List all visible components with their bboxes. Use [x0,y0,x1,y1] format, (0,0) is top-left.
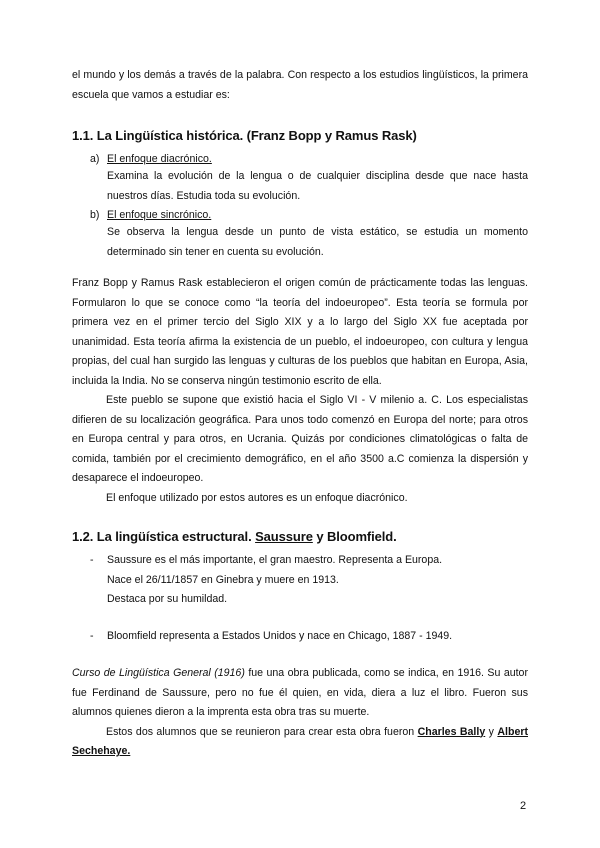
name-charles-bally: Charles Bally [417,725,486,738]
intro-text: el mundo y los demás a través de la palabra. Con respecto a los estudios lingüísticos, la primera escuela que vamos a estudiar es: [72,69,528,101]
paragraph-students-text: Estos dos alumnos que se reunieron para crear esta obra fueron [106,725,418,738]
heading-saussure: Saussure [255,529,313,544]
list-item-title: El enfoque sincrónico. [107,209,212,221]
paragraph-curso [72,664,528,723]
paragraph-origin: Franz Bopp y Ramus Rask establecieron el origen común de prácticamente todas las lenguas. Formularon lo que se conoce como “la teoría del indoeuropeo”. Esta teoría se formula por primera vez en el primer tercio del Siglo XIX y a lo largo del Siglo XX fue aceptada por unanimidad. Esta teoría afirma la existencia de un pueblo, el indoeuropeo, con cultura y lengua propias, del cual han surgido las lenguas y culturas de los pueblos que habitan en Europa, Asia, incluida la India. No se conserva ningún testimonio escrito de ella. [72,277,528,387]
intro-paragraph [72,66,528,105]
list-marker: b) [90,209,100,221]
paragraph-curso-text: fue una obra publicada, como se indica, en 1916. Su autor fue Ferdinand de Saussure, pero no fue él quien, en vida, diera a luz el libro. Fueron sus alumnos quienes dieron a la imprenta esta obra tras su muerte. [72,667,528,718]
section-1-body [72,274,528,508]
list-item-body: Examina la evolución de la lengua o de cualquier disciplina desde que nace hasta nuestros días. Estudia toda su evolución. [107,170,528,202]
heading-suffix: y Bloomfield. [312,529,397,544]
list-item-saussure [72,551,528,611]
list-item-diachronic [72,150,528,205]
paragraph-approach: El enfoque utilizado por estos autores es un enfoque diacrónico. [106,491,408,504]
list-line: Nace el 26/11/1857 en Ginebra y muere en 1913. [107,573,339,586]
list-line: Destaca por su humildad. [107,593,228,605]
paragraph-people: Este pueblo se supone que existió hacia el Siglo VI - V milenio a. C. Los especialistas difieren de su localización geográfica. Para unos todo comenzó en Europa del norte; para otros en Europa central y para otros, en Ucrania. Quizás por condiciones climatológicas o falta de comida, también por el crecimiento demográfico, en el año 3500 a.C comienza la dispersión y desaparece el indoeuropeo. [72,394,528,484]
dash-marker: - [90,630,94,642]
list-item-body: Se observa la lengua desde un punto de vista estático, se estudia un momento determinado sin tener en cuenta su evolución. [107,226,528,258]
list-line: Saussure es el más importante, el gran maestro. Representa a Europa. [107,554,443,566]
list-line: Bloomfield representa a Estados Unidos y nace en Chicago, 1887 - 1949. [107,630,453,642]
list-item-title: El enfoque diacrónico. [107,153,212,165]
section-1-heading: 1.1. La Lingüística histórica. (Franz Bopp y Ramus Rask) [72,128,417,143]
dash-marker: - [90,554,94,566]
book-title: Curso de Lingüística General (1916) [72,667,245,679]
page-number: 2 [520,800,527,812]
list-item-synchronic [72,206,528,261]
paragraph-students [72,723,528,762]
name-albert-sechehaye: Albert Sechehaye. [72,725,528,757]
name-join: y [485,725,498,738]
list-item-bloomfield [72,627,528,647]
heading-prefix: 1.2. La lingüística estructural. [72,529,256,544]
section-2-body [72,664,528,762]
list-marker: a) [90,153,100,165]
section-2-heading [72,529,397,544]
